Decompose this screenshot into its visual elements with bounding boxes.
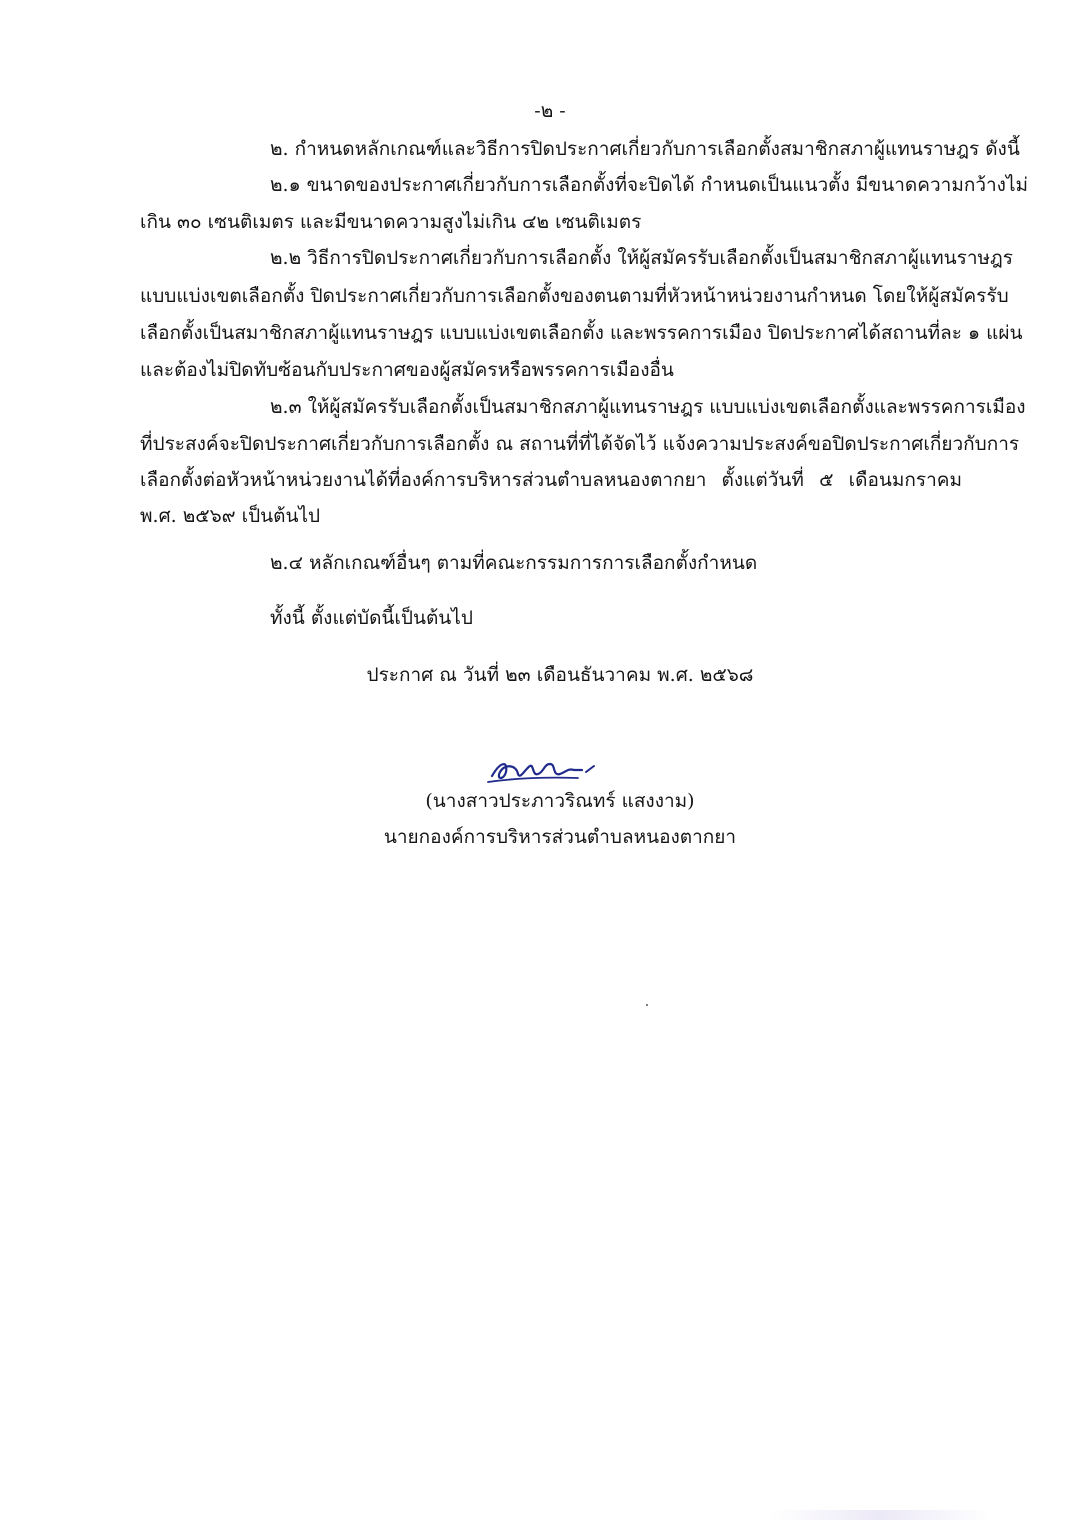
signatory-position: นายกองค์การบริหารส่วนตำบลหนองตากยา	[383, 826, 737, 848]
effective-statement: ทั้งนี้ ตั้งแต่บัดนี้เป็นต้นไป	[270, 607, 473, 629]
section-2-3-line-2: ที่ประสงค์จะปิดประกาศเกี่ยวกับการเลือกตั้ง ณ สถานที่ที่ได้จัดไว้ แจ้งความประสงค์ขอปิดประกาศเกี่ยวกับการ	[140, 433, 1020, 455]
section-2-2-line-4: และต้องไม่ปิดทับซ้อนกับประกาศของผู้สมัครหรือพรรคการเมืองอื่น	[140, 359, 674, 381]
section-2-3-line-4: พ.ศ. ๒๕๖๙ เป็นต้นไป	[140, 505, 321, 527]
handwritten-signature	[486, 752, 598, 788]
section-2-4: ๒.๔ หลักเกณฑ์อื่นๆ ตามที่คณะกรรมการการเลือกตั้งกำหนด	[270, 552, 758, 574]
announcement-date: ประกาศ ณ วันที่ ๒๓ เดือนธันวาคม พ.ศ. ๒๕๖๘	[366, 664, 754, 686]
section-2-1-line-1: ๒.๑ ขนาดของประกาศเกี่ยวกับการเลือกตั้งที่จะปิดได้ กำหนดเป็นแนวตั้ง มีขนาดความกว้างไม่	[270, 174, 1029, 196]
section-2-2-line-1: ๒.๒ วิธีการปิดประกาศเกี่ยวกับการเลือกตั้ง ให้ผู้สมัครรับเลือกตั้งเป็นสมาชิกสภาผู้แทนราษฎร	[270, 247, 1014, 269]
scan-speck	[646, 1004, 648, 1006]
scan-edge-shadow	[770, 1510, 990, 1520]
section-2-3-line-3: เลือกตั้งต่อหัวหน้าหน่วยงานได้ที่องค์การบริหารส่วนตำบลหนองตากยา ตั้งแต่วันที่ ๕ เดือนมกราคม	[140, 469, 962, 491]
signatory-name: (นางสาวประภาวริณทร์ แสงงาม)	[425, 790, 695, 812]
section-2-3-line-1: ๒.๓ ให้ผู้สมัครรับเลือกตั้งเป็นสมาชิกสภาผู้แทนราษฎร แบบแบ่งเขตเลือกตั้งและพรรคการเมือง	[270, 396, 1026, 418]
section-2-heading: ๒. กำหนดหลักเกณฑ์และวิธีการปิดประกาศเกี่ยวกับการเลือกตั้งสมาชิกสภาผู้แทนราษฎร ดังนี้	[270, 138, 1020, 160]
section-2-2-line-2: แบบแบ่งเขตเลือกตั้ง ปิดประกาศเกี่ยวกับการเลือกตั้งของตนตามที่หัวหน้าหน่วยงานกำหนด โดยให้ผู้สมัครรับ	[140, 285, 1009, 307]
section-2-2-line-3: เลือกตั้งเป็นสมาชิกสภาผู้แทนราษฎร แบบแบ่งเขตเลือกตั้ง และพรรคการเมือง ปิดประกาศได้สถานที่ละ ๑ แผ่น	[140, 322, 1023, 344]
page-number: -๒ -	[534, 100, 566, 122]
section-2-1-line-2: เกิน ๓๐ เซนติเมตร และมีขนาดความสูงไม่เกิน ๔๒ เซนติเมตร	[140, 211, 642, 233]
